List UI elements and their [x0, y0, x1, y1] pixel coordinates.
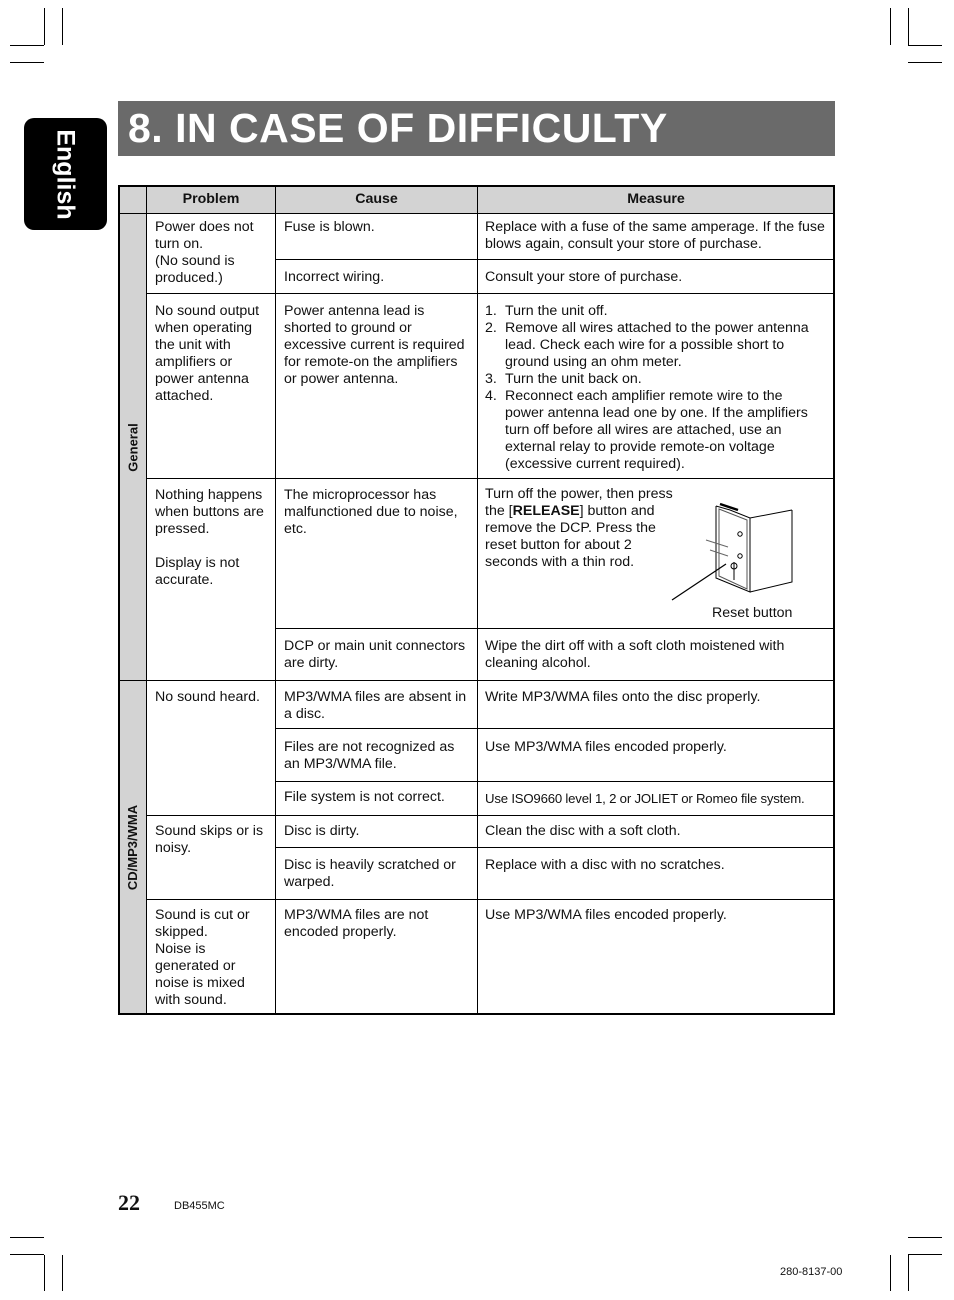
page-number: 22 — [118, 1190, 140, 1215]
measure-cell: Replace with a fuse of the same amperage. If the fuse blows again, consult your store of purchase. — [485, 219, 825, 252]
cause-cell: File system is not correct. — [284, 789, 445, 805]
measure-steps — [485, 303, 825, 473]
document-code: 280-8137-00 — [780, 1266, 843, 1278]
cause-cell: Power antenna lead is shorted to ground or excessive current is required for remote-on the amplifiers or power antenna. — [284, 303, 465, 387]
page-title: 8. IN CASE OF DIFFICULTY — [128, 105, 668, 151]
reset-button-illustration — [668, 500, 803, 606]
cause-cell: MP3/WMA files are not encoded properly. — [284, 907, 429, 940]
step-item: 1. Turn the unit off. — [485, 303, 608, 319]
measure-cell: Consult your store of purchase. — [485, 269, 683, 285]
measure-cell: Clean the disc with a soft cloth. — [485, 823, 681, 839]
measure-cell: Use MP3/WMA files encoded properly. — [485, 907, 727, 923]
measure-cell: Replace with a disc with no scratches. — [485, 857, 725, 873]
cause-cell: Disc is heavily scratched or warped. — [284, 857, 456, 890]
measure-cell: Wipe the dirt off with a soft cloth moistened with cleaning alcohol. — [485, 638, 785, 671]
problem-cell: Power does not turn on. (No sound is produced.) — [155, 219, 254, 286]
cause-cell: Incorrect wiring. — [284, 269, 385, 285]
language-tab-label: English — [52, 128, 81, 220]
measure-cell: Use MP3/WMA files encoded properly. — [485, 739, 727, 755]
section-general: General — [125, 422, 141, 472]
measure-cell: Write MP3/WMA files onto the disc properly. — [485, 689, 761, 705]
reset-button-label: Reset button — [712, 605, 793, 621]
problem-cell: Sound is cut or skipped. Noise is generated or noise is mixed with sound. — [155, 907, 250, 1008]
section-cd-mp3-wma: CD/MP3/WMA — [125, 804, 141, 891]
step-item: 3. Turn the unit back on. — [485, 371, 642, 387]
header-measure: Measure — [627, 191, 685, 207]
cause-cell: Files are not recognized as an MP3/WMA file. — [284, 739, 455, 772]
problem-cell: Nothing happens when buttons are pressed. Display is not accurate. — [155, 487, 264, 588]
cause-cell: Fuse is blown. — [284, 219, 375, 235]
problem-cell: No sound heard. — [155, 689, 260, 705]
section-title-bar — [118, 101, 835, 156]
model-number: DB455MC — [174, 1200, 225, 1212]
step-item: 4. Reconnect each amplifier remote wire to the power antenna lead one by one. If the amplifiers turn off before all wires are attached, use an external relay to provide remote-on voltage (excessive current required). — [485, 388, 808, 472]
header-problem: Problem — [182, 191, 240, 207]
cause-cell: The microprocessor has malfunctioned due to noise, etc. — [284, 487, 458, 537]
step-item: 2. Remove all wires attached to the power antenna lead. Check each wire for a possible short to ground using an ohm meter. — [485, 320, 809, 370]
cause-cell: MP3/WMA files are absent in a disc. — [284, 689, 467, 722]
problem-cell: Sound skips or is noisy. — [155, 823, 264, 856]
cause-cell: Disc is dirty. — [284, 823, 360, 839]
cause-cell: DCP or main unit connectors are dirty. — [284, 638, 466, 671]
measure-cell: Use ISO9660 level 1, 2 or JOLIET or Romeo file system. — [485, 791, 805, 806]
header-cause: Cause — [355, 191, 398, 207]
measure-cell: Turn off the power, then press the [RELEASE] button and remove the DCP. Press the reset button for about 2 seconds with a thin rod. — [485, 486, 673, 570]
problem-cell: No sound output when operating the unit with amplifiers or power antenna attached. — [155, 303, 260, 404]
language-tab — [24, 118, 107, 230]
